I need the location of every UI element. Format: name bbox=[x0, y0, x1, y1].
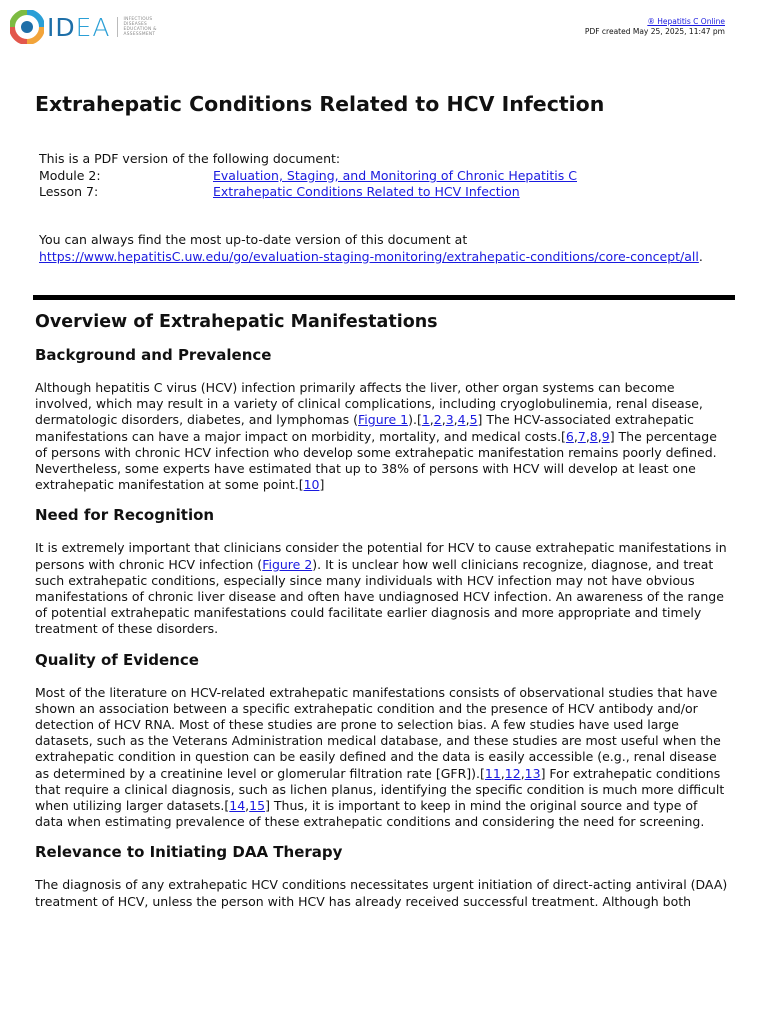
pdf-header-info bbox=[585, 17, 725, 37]
subsection-title: Background and Prevalence bbox=[35, 346, 272, 364]
citation-link[interactable]: 8 bbox=[589, 428, 598, 444]
citation-link[interactable]: 5 bbox=[469, 412, 478, 428]
meta-label: Lesson 7: bbox=[39, 184, 99, 199]
citation-link[interactable]: 4 bbox=[457, 412, 466, 428]
paragraph-daa: The diagnosis of any extrahepatic HCV conditions necessitates urgent initiation of direct-acting antiviral (DAA) treatment of HCV, unless the person with HCV has already received successful treatment. Although both bbox=[35, 877, 728, 909]
figure-2-link[interactable]: Figure 2 bbox=[262, 556, 313, 572]
citation-link[interactable]: 10 bbox=[303, 477, 320, 493]
citation-link[interactable]: 11 bbox=[484, 765, 501, 781]
citation-link[interactable]: 12 bbox=[504, 765, 521, 781]
logo-wordmark: IDEA bbox=[47, 12, 111, 42]
section-divider bbox=[33, 295, 735, 300]
subsection-title: Need for Recognition bbox=[35, 506, 215, 525]
subsection-title: Quality of Evidence bbox=[35, 650, 199, 669]
pdf-created-date: PDF created May 25, 2025, 11:47 pm bbox=[584, 27, 725, 36]
subsection-title: Relevance to Initiating DAA Therapy bbox=[35, 843, 343, 862]
citation-link[interactable]: 3 bbox=[445, 412, 454, 428]
citation-link[interactable]: 14 bbox=[229, 798, 246, 814]
citation-link[interactable]: 2 bbox=[433, 412, 442, 428]
citation-link[interactable]: 1 bbox=[421, 412, 430, 428]
idea-logo-icon bbox=[10, 10, 44, 44]
paragraph-evidence: Most of the literature on HCV-related extrahepatic manifestations consists of observational studies that have shown an association between a specific extrahepatic condition and the presence of HCV antibody and/or detection of HCV RNA. Most of these studies are prone to selection bias. A few studies have used large datasets, such as the Veterans Administration medical database, and these studies are most useful when the extrahepatic condition in question can be easily defined and the data is easily accessible (e.g., renal disease as determined by a creatinine level or glomerular filtration rate [GFR]).[11,12,13] For extrahepatic conditions that require a clinical diagnosis, such as lichen planus, identifying the specific condition is much more difficult when utilizing larger datasets.[14,15] Thus, it is important to keep in mind the original source and type of data when estimating prevalence of these extrahepatic conditions and considering the need for screening. bbox=[35, 684, 725, 830]
citation-link[interactable]: 9 bbox=[601, 428, 610, 444]
logo-subtitle: INFECTIOUS DISEASES EDUCATION & ASSESSMENT bbox=[117, 17, 157, 38]
update-tail: . bbox=[698, 248, 703, 264]
meta-intro: This is a PDF version of the following document: bbox=[39, 151, 341, 166]
main-content bbox=[35, 312, 735, 923]
paragraph-background: Although hepatitis C virus (HCV) infection primarily affects the liver, other organ systems can become involved, which may result in a variety of clinical complications, including cryoglobulinemia, renal disease, dermatologic disorders, diabetes, and lymphomas (Figure 1).[1,2,3,4,5] The HCV-associated extrahepatic manifestations can have a major impact on morbidity, mortality, and medical costs.[6,7,8,9] The percentage of persons with chronic HCV infection who develop some extrahepatic manifestation remains poorly defined. Nevertheless, some experts have estimated that up to 38% of persons with HCV will develop at least one extrahepatic manifestation at some point.[10] bbox=[35, 380, 717, 493]
hepatitis-c-online-link[interactable]: ® Hepatitis C Online bbox=[647, 17, 725, 26]
source-url-link[interactable]: https://www.hepatitisC.uw.edu/go/evaluation-staging-monitoring/extrahepatic-conditions/core-concept/all bbox=[39, 248, 699, 264]
meta-row-module bbox=[39, 168, 577, 185]
citation-link[interactable]: 15 bbox=[249, 798, 266, 814]
document-meta bbox=[39, 151, 577, 201]
update-text: You can always find the most up-to-date version of this document at bbox=[39, 232, 468, 247]
citation-link[interactable]: 13 bbox=[524, 765, 541, 781]
document-title: Extrahepatic Conditions Related to HCV Infection bbox=[35, 92, 605, 116]
meta-label: Module 2: bbox=[39, 167, 101, 183]
meta-row-lesson bbox=[39, 184, 577, 201]
module-link[interactable]: Evaluation, Staging, and Monitoring of Chronic Hepatitis C bbox=[213, 167, 577, 183]
figure-1-link[interactable]: Figure 1 bbox=[358, 412, 409, 428]
citation-link[interactable]: 7 bbox=[577, 428, 586, 444]
paragraph-recognition: It is extremely important that clinicians consider the potential for HCV to cause extrahepatic manifestations in persons with chronic HCV infection (Figure 2). It is unclear how well clinicians recognize, diagnose, and treat such extrahepatic conditions, especially since many individuals with HCV infection may not have obvious manifestations of chronic liver disease and often have undiagnosed HCV infection. An awareness of the range of potential extrahepatic manifestations could facilitate earlier diagnosis and more appropriate and timely treatment of these disorders. bbox=[35, 540, 727, 637]
lesson-link[interactable]: Extrahepatic Conditions Related to HCV Infection bbox=[213, 184, 520, 199]
citation-link[interactable]: 6 bbox=[565, 428, 574, 444]
section-title: Overview of Extrahepatic Manifestations bbox=[35, 312, 438, 332]
update-notice bbox=[39, 232, 703, 265]
idea-logo bbox=[10, 10, 157, 44]
